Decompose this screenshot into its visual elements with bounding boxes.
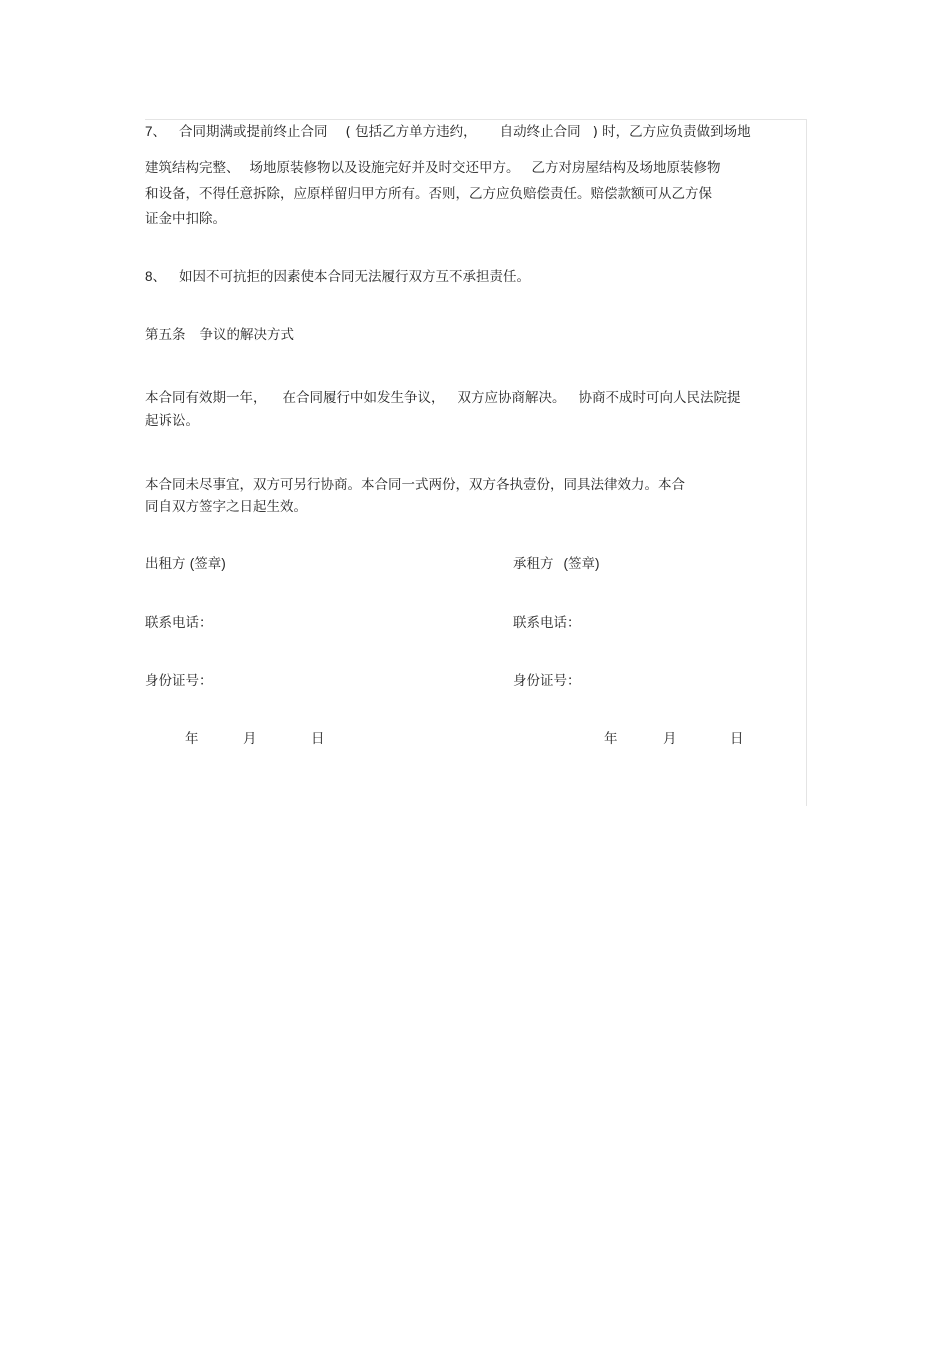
article-5-label: 第五条: [145, 327, 186, 343]
clause-7-text-a: 合同期满或提前终止合同: [179, 124, 328, 140]
clause-7-text-c: 自动终止合同: [499, 124, 581, 140]
clause-7-line-1: [145, 122, 751, 142]
lessor-date-day: 日: [311, 731, 325, 747]
clause-7-text-d: ) 时，乙方应负责做到场地: [592, 124, 751, 140]
validity-text-c: 双方应协商解决。: [457, 390, 566, 406]
clause-8-text: 如因不可抗拒的因素使本合同无法履行双方互不承担责任。: [179, 269, 531, 285]
lessee-date-month: 月: [663, 731, 677, 747]
clause-7-text-b: ( 包括乙方单方违约，: [345, 124, 477, 140]
clause-7-line-2: [145, 158, 721, 178]
lessee-label: 承租方: [513, 556, 554, 572]
misc-line-1: 本合同未尽事宜，双方可另行协商。本合同一式两份，双方各执壹份，同具法律效力。本合: [145, 477, 685, 493]
lessor-signature: [145, 554, 226, 574]
clause-8-number: 8、: [145, 269, 167, 284]
validity-line-2: 起诉讼。: [145, 413, 199, 429]
lessee-date-year: 年: [604, 731, 618, 747]
lessee-signature: [513, 554, 600, 574]
validity-text-a: 本合同有效期一年，: [145, 390, 267, 406]
validity-text-b: 在合同履行中如发生争议，: [282, 390, 445, 406]
clause-7-line-2a: 建筑结构完整、: [145, 160, 240, 176]
lessor-date-year: 年: [185, 731, 199, 747]
clause-7-line-3: 和设备，不得任意拆除，应原样留归甲方所有。否则，乙方应负赔偿责任。赔偿款额可从乙方保: [145, 186, 712, 202]
lessee-id-number: 身份证号：: [513, 673, 581, 689]
clause-7-number: 7、: [145, 124, 167, 139]
lessor-label: 出租方: [145, 556, 186, 572]
lessee-date-day: 日: [730, 731, 744, 747]
lessor-phone: 联系电话：: [145, 615, 213, 631]
clause-7-line-2c: 乙方对房屋结构及场地原装修物: [531, 160, 721, 176]
lessor-sign-note: (签章): [189, 556, 226, 571]
page-frame: [145, 119, 807, 806]
misc-line-2: 同自双方签字之日起生效。: [145, 499, 307, 515]
validity-line-1: [145, 388, 741, 408]
clause-7-line-4: 证金中扣除。: [145, 211, 226, 227]
validity-text-d: 协商不成时可向人民法院提: [578, 390, 741, 406]
lessee-phone: 联系电话：: [513, 615, 581, 631]
clause-7-line-2b: 场地原装修物以及设施完好并及时交还甲方。: [249, 160, 520, 176]
article-5-heading: [145, 325, 294, 345]
clause-8: [145, 267, 530, 287]
lessor-date-month: 月: [243, 731, 257, 747]
lessee-sign-note: (签章): [563, 556, 600, 571]
lessor-id-number: 身份证号：: [145, 673, 213, 689]
article-5-title: 争议的解决方式: [199, 327, 294, 343]
